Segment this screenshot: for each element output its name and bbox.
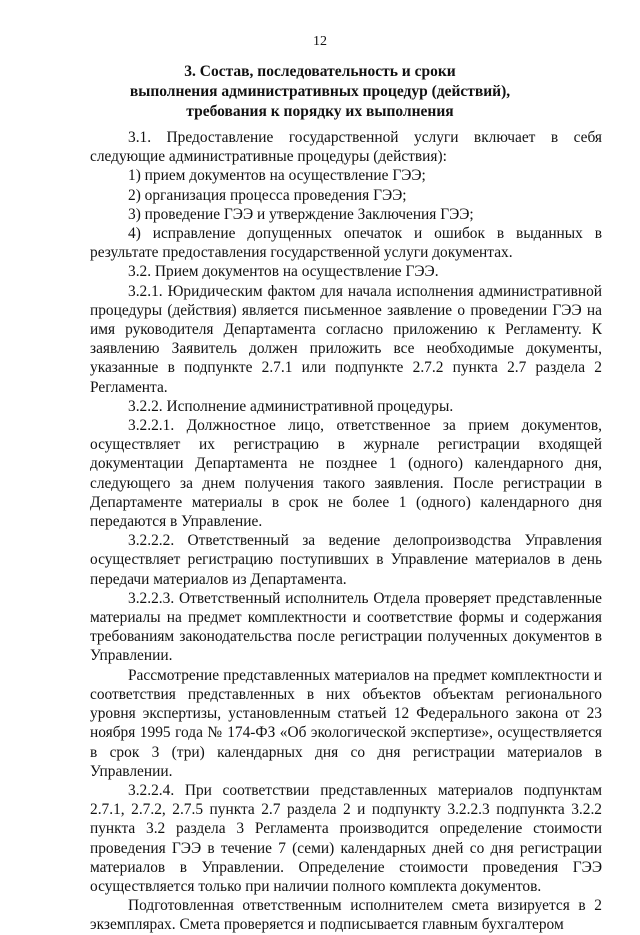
paragraph-3-2-1: 3.2.1. Юридическим фактом для начала исполнения административной процедуры (действия) является письменное заявление о проведении ГЭЭ на имя руководителя Департамента согласно приложению к Регламенту. К заявлению Заявитель должен приложить все необходимые документы, указанные в подпункте 2.7.1 или подпункте 2.7.2 пункта 2.7 раздела 2 Регламента. [90,282,602,396]
paragraph-estimate: Подготовленная ответственным исполнителем смета визируется в 2 экземплярах. Смета проверяется и подписывается главным бухгалтером [90,897,602,934]
paragraph-3-2-2-2: 3.2.2.2. Ответственный за ведение делопроизводства Управления осуществляет регистрацию поступивших в Управление материалов в день передачи материалов из Департамента. [90,532,602,588]
document-body [90,128,602,935]
list-item: 2) организация процесса проведения ГЭЭ; [128,186,407,204]
paragraph-3-2: 3.2. Прием документов на осуществление ГЭЭ. [128,263,439,281]
paragraph-3-1: 3.1. Предоставление государственной услуги включает в себя следующие административные процедуры (действия): [90,129,602,166]
paragraph-3-2-2-1: 3.2.2.1. Должностное лицо, ответственное за прием документов, осуществляет их регистрацию в журнале регистрации входящей документации Департамента не позднее 1 (одного) календарного дня, следующего за днем получения такого заявления. После регистрации в Департаменте материалы в срок не более 1 (одного) календарного дня передаются в Управление. [90,417,602,531]
paragraph-3-2-2-4: 3.2.2.4. При соответствии представленных материалов подпунктам 2.7.1, 2.7.2, 2.7.5 пункта 2.7 раздела 2 и подпункту 3.2.2.3 подпункта 3.2.2 пункта 3.2 раздела 3 Регламента производится определение стоимости проведения ГЭЭ в течение 7 (семи) календарных дней со дня регистрации материалов в Управлении. Определение стоимости проведения ГЭЭ осуществляется только при наличии полного комплекта документов. [90,781,602,895]
page-number: 12 [313,34,327,49]
section-heading-line: 3. Состав, последовательность и сроки [184,63,456,80]
list-item: 3) проведение ГЭЭ и утверждение Заключения ГЭЭ; [128,205,474,223]
section-heading-line: выполнения административных процедур (действий), [129,83,511,100]
list-item: 4) исправление допущенных опечаток и ошибок в выданных в результате предоставления государственной услуги документах. [90,225,602,262]
list-item: 1) прием документов на осуществление ГЭЭ; [128,167,426,185]
section-heading [60,62,580,122]
paragraph-3-2-2-3: 3.2.2.3. Ответственный исполнитель Отдела проверяет представленные материалы на предмет комплектности и соответствие формы и содержания требованиям законодательства после регистрации полученных документов в Управлении. [90,589,602,665]
section-heading-line: требования к порядку их выполнения [186,103,454,120]
paragraph-3-2-2: 3.2.2. Исполнение административной процедуры. [128,397,454,415]
paragraph-review: Рассмотрение представленных материалов на предмет комплектности и соответствия представленных в них объектов объектам регионального уровня экспертизы, установленным статьей 12 Федерального закона от 23 ноября 1995 года № 174-ФЗ «Об экологической экспертизе», осуществляется в срок 3 (три) календарных дня со дня регистрации материалов в Управлении. [90,666,602,780]
